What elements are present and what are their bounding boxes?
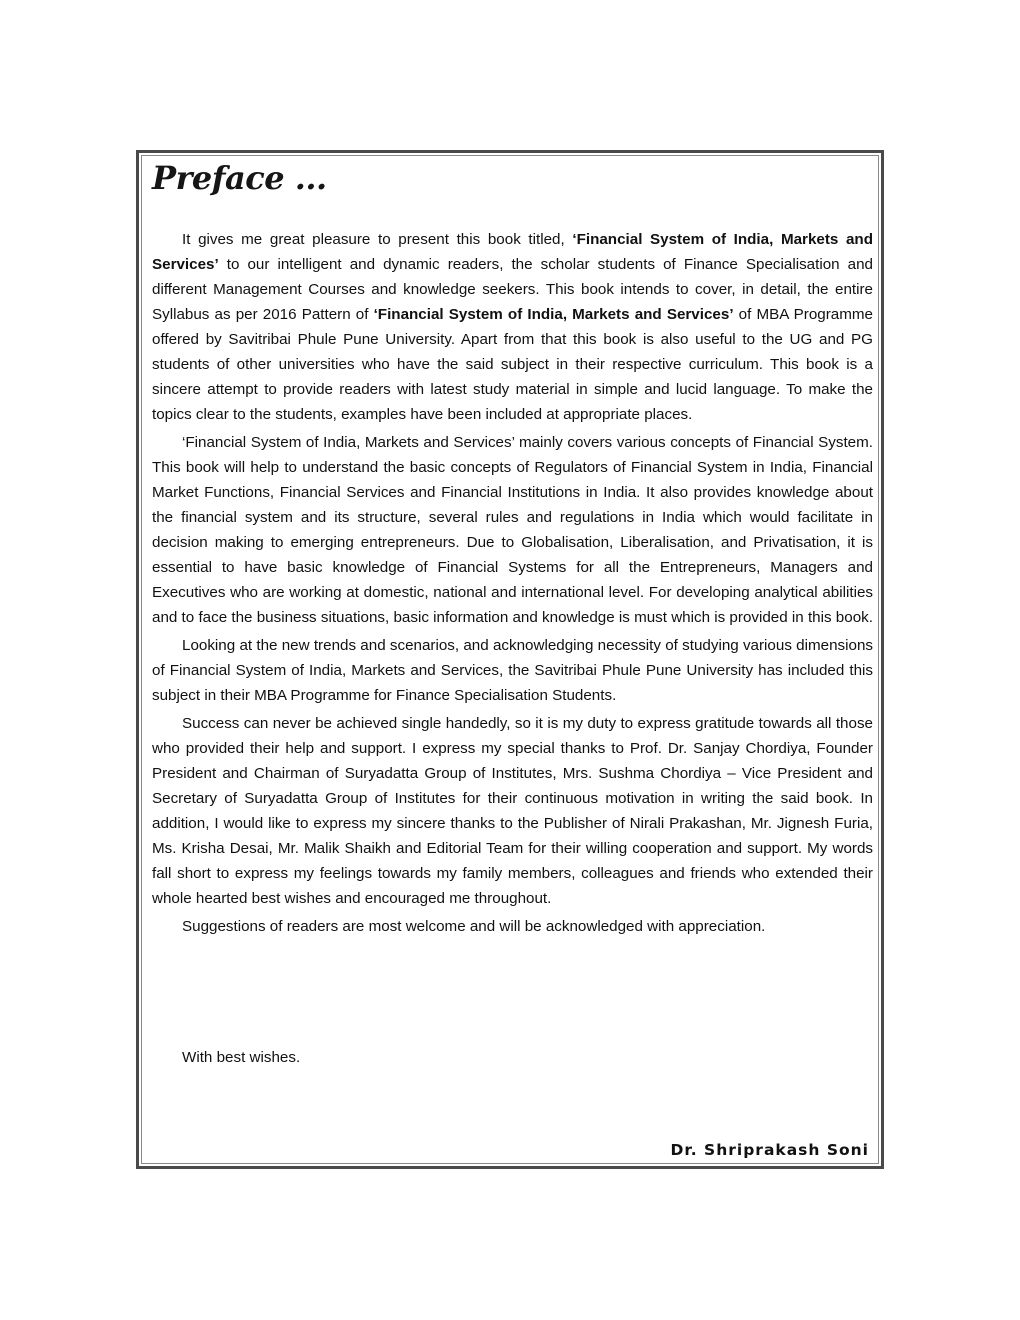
closing-line: With best wishes. [182, 1049, 301, 1066]
paragraph-text: Success can never be achieved single handedly, so it is my duty to express gratitude towards all those who provided their help and support. I express my special thanks to Prof. Dr. Sanjay Chordiya, Founder President and Chairman of Suryadatta Group of Institutes, Mrs. Sushma Chordiya – Vice President and Secretary of Suryadatta Group of Institutes for their continuous motivation in writing the said book. In addition, I would like to express my sincere thanks to the Publisher of Nirali Prakashan, Mr. Jignesh Furia, Ms. Krisha Desai, Mr. Malik Shaikh and Editorial Team for their willing cooperation and support. My words fall short to express my feelings towards my family members, colleagues and friends who extended their whole hearted best wishes and encouraged me throughout. [152, 715, 873, 907]
paragraph-text: It gives me great pleasure to present this book titled, [182, 231, 573, 248]
preface-body [152, 227, 873, 942]
preface-frame [136, 150, 884, 1169]
author-signature: Dr. Shriprakash Soni [670, 1141, 869, 1159]
paragraph [152, 633, 873, 708]
paragraph [152, 914, 873, 939]
paragraph-text: to our intelligent and dynamic readers, the scholar students of Finance Specialisation and different Management Courses and knowledge seekers. This book intends to cover, in detail, the entire Syllabus as per 2016 Pattern of [152, 256, 873, 323]
book-title-emphasis: ‘Financial System of India, Markets and Services’ [373, 306, 734, 323]
paragraph [152, 430, 873, 630]
paragraph [152, 711, 873, 911]
page-title: Preface ... [152, 159, 327, 197]
paragraph-text: Suggestions of readers are most welcome and will be acknowledged with appreciation. [182, 918, 766, 935]
book-title-emphasis: ‘Financial System of India, Markets and Services’ [152, 231, 873, 273]
paragraph [152, 227, 873, 427]
paragraph-text: ‘Financial System of India, Markets and Services’ mainly covers various concepts of Financial System. This book will help to understand the basic concepts of Regulators of Financial System in India, Financial Market Functions, Financial Services and Financial Institutions in India. It also provides knowledge about the financial system and its structure, several rules and regulations in India which would facilitate in decision making to emerging entrepreneurs. Due to Globalisation, Liberalisation, and Privatisation, it is essential to have basic knowledge of Financial Systems for all the Entrepreneurs, Managers and Executives who are working at domestic, national and international level. For developing analytical abilities and to face the business situations, basic information and knowledge is must which is provided in this book. [152, 434, 873, 626]
paragraph-text: of MBA Programme offered by Savitribai Phule Pune University. Apart from that this book is also useful to the UG and PG students of other universities who have the said subject in their respective curriculum. This book is a sincere attempt to provide readers with latest study material in simple and lucid language. To make the topics clear to the students, examples have been included at appropriate places. [152, 306, 874, 423]
paragraph-text: Looking at the new trends and scenarios, and acknowledging necessity of studying various dimensions of Financial System of India, Markets and Services, the Savitribai Phule Pune University has included this subject in their MBA Programme for Finance Specialisation Students. [152, 637, 873, 704]
